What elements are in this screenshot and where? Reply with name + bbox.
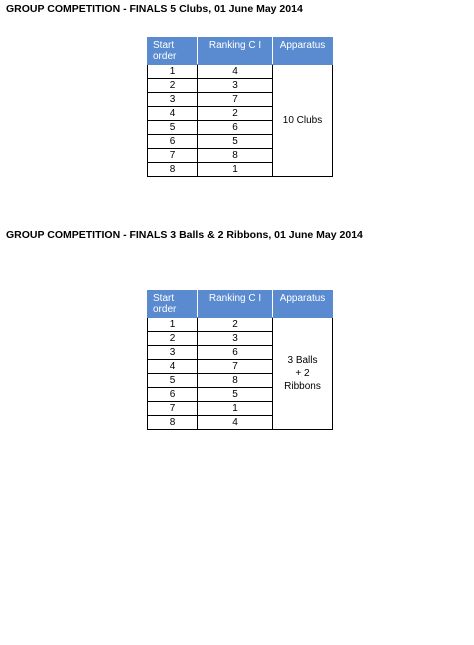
table-row bbox=[148, 318, 333, 332]
ranking-cell: 4 bbox=[198, 416, 273, 430]
start-order-cell: 8 bbox=[148, 416, 198, 430]
ranking-cell: 7 bbox=[198, 360, 273, 374]
start-order-cell: 7 bbox=[148, 149, 198, 163]
start-order-cell: 6 bbox=[148, 388, 198, 402]
ranking-cell: 1 bbox=[198, 402, 273, 416]
apparatus-line: Ribbons bbox=[284, 381, 321, 392]
start-order-table-clubs bbox=[147, 37, 333, 177]
ranking-cell: 7 bbox=[198, 93, 273, 107]
apparatus-line: 3 Balls bbox=[287, 355, 318, 366]
start-order-cell: 2 bbox=[148, 79, 198, 93]
table-row bbox=[148, 65, 333, 79]
table-header-row bbox=[148, 38, 333, 65]
start-order-cell: 4 bbox=[148, 360, 198, 374]
competition-title-clubs: GROUP COMPETITION - FINALS 5 Clubs, 01 June May 2014 bbox=[6, 3, 303, 15]
start-order-cell: 7 bbox=[148, 402, 198, 416]
ranking-cell: 6 bbox=[198, 346, 273, 360]
ranking-cell: 3 bbox=[198, 332, 273, 346]
ranking-cell: 4 bbox=[198, 65, 273, 79]
table-header-row bbox=[148, 291, 333, 318]
start-order-cell: 3 bbox=[148, 93, 198, 107]
ranking-cell: 2 bbox=[198, 318, 273, 332]
header-start-order: Start order bbox=[148, 38, 198, 65]
ranking-cell: 2 bbox=[198, 107, 273, 121]
header-ranking: Ranking C I bbox=[198, 38, 273, 65]
header-ranking: Ranking C I bbox=[198, 291, 273, 318]
ranking-cell: 5 bbox=[198, 388, 273, 402]
start-order-cell: 2 bbox=[148, 332, 198, 346]
start-order-cell: 5 bbox=[148, 121, 198, 135]
ranking-cell: 1 bbox=[198, 163, 273, 177]
ranking-cell: 8 bbox=[198, 149, 273, 163]
ranking-cell: 5 bbox=[198, 135, 273, 149]
start-order-cell: 1 bbox=[148, 65, 198, 79]
ranking-cell: 8 bbox=[198, 374, 273, 388]
start-order-cell: 3 bbox=[148, 346, 198, 360]
competition-title-balls-ribbons: GROUP COMPETITION - FINALS 3 Balls & 2 Ribbons, 01 June May 2014 bbox=[6, 229, 363, 241]
apparatus-cell bbox=[273, 65, 333, 177]
start-order-table-balls-ribbons bbox=[147, 290, 333, 430]
start-order-cell: 4 bbox=[148, 107, 198, 121]
start-order-cell: 5 bbox=[148, 374, 198, 388]
header-apparatus: Apparatus bbox=[273, 291, 333, 318]
header-start-order: Start order bbox=[148, 291, 198, 318]
start-order-cell: 8 bbox=[148, 163, 198, 177]
header-apparatus: Apparatus bbox=[273, 38, 333, 65]
start-order-cell: 6 bbox=[148, 135, 198, 149]
ranking-cell: 6 bbox=[198, 121, 273, 135]
apparatus-cell bbox=[273, 318, 333, 430]
apparatus-line: 10 Clubs bbox=[282, 115, 323, 126]
apparatus-line: + 2 bbox=[295, 368, 310, 379]
ranking-cell: 3 bbox=[198, 79, 273, 93]
start-order-cell: 1 bbox=[148, 318, 198, 332]
